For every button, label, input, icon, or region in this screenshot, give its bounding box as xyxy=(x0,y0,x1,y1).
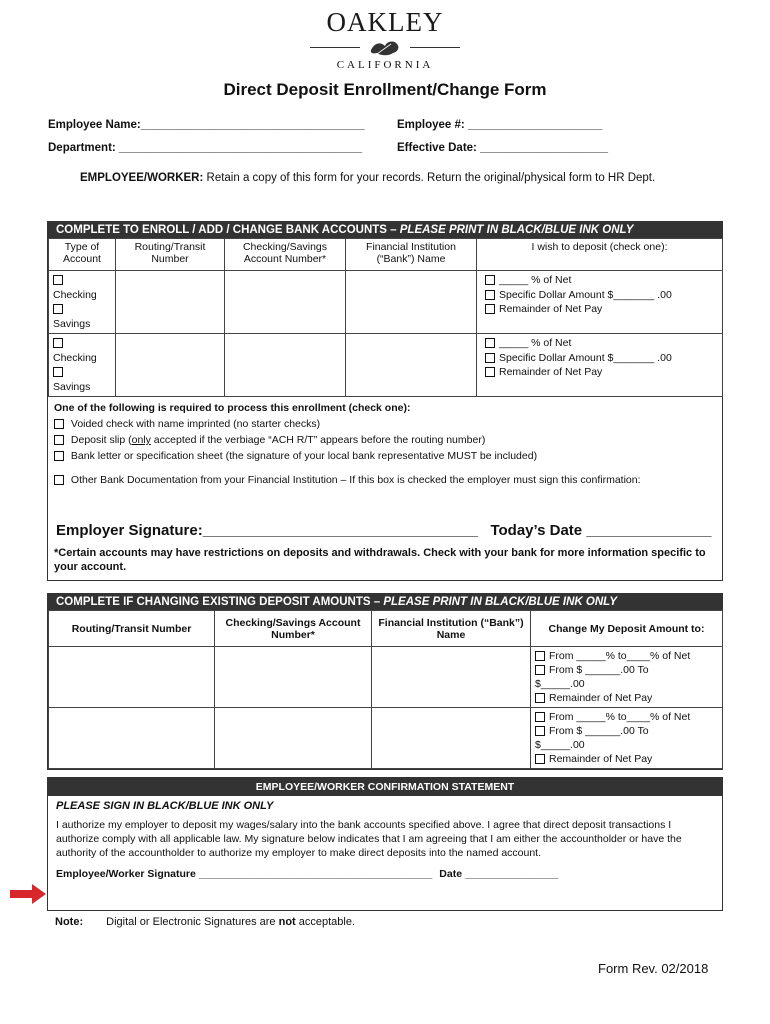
percent-change-checkbox[interactable] xyxy=(535,712,545,722)
confirmation-section xyxy=(47,777,723,911)
oak-leaf-icon xyxy=(367,38,403,58)
percent-net-checkbox[interactable] xyxy=(485,275,495,285)
bank-name-input[interactable] xyxy=(372,647,531,708)
voided-check-label: Voided check with name imprinted (no starter checks) xyxy=(70,418,321,430)
col-account-number: Checking/Savings Account Number* xyxy=(225,239,346,271)
account-number-input[interactable] xyxy=(225,271,346,334)
dollar-amount-label: Specific Dollar Amount $_______ .00 xyxy=(499,288,672,301)
deposit-slip-label-b: accepted if the verbiage “ACH R/T” appears before the routing number) xyxy=(150,434,486,446)
dollar-change-checkbox[interactable] xyxy=(535,665,545,675)
routing-number-input[interactable] xyxy=(49,647,215,708)
col-change-amount: Change My Deposit Amount to: xyxy=(531,611,723,647)
employee-signature-row xyxy=(48,862,722,886)
note-label: Note: xyxy=(55,916,84,928)
deposit-slip-checkbox[interactable] xyxy=(54,435,64,445)
change-header-text: COMPLETE IF CHANGING EXISTING DEPOSIT AMOUNTS – xyxy=(56,596,384,608)
routing-number-input[interactable] xyxy=(116,271,225,334)
col-routing-number: Routing/Transit Number xyxy=(116,239,225,271)
account-restrictions-disclaimer: *Certain accounts may have restrictions on deposits and withdrawals. Check with your bank for more information specific to your account. xyxy=(54,547,706,573)
employer-signature-row xyxy=(48,488,722,540)
change-header xyxy=(48,594,722,610)
remainder-checkbox[interactable] xyxy=(485,304,495,314)
account-number-input[interactable] xyxy=(215,708,372,769)
dollar-change-amount: $_____.00 xyxy=(535,739,585,751)
effective-date-field[interactable]: Effective Date: ____________________ xyxy=(397,142,608,154)
form-revision: Form Rev. 02/2018 xyxy=(598,961,709,976)
percent-net-label: _____ % of Net xyxy=(499,337,572,349)
col-deposit-choice: I wish to deposit (check one): xyxy=(477,239,723,271)
remainder-label: Remainder of Net Pay xyxy=(549,753,653,765)
dollar-change-label: From $ ______.00 To xyxy=(549,725,649,737)
account-number-input[interactable] xyxy=(225,334,346,397)
account-number-input[interactable] xyxy=(215,647,372,708)
checking-checkbox[interactable] xyxy=(53,275,63,285)
dollar-amount-checkbox[interactable] xyxy=(485,353,495,363)
remainder-checkbox[interactable] xyxy=(485,367,495,377)
note-row xyxy=(55,916,355,928)
dollar-change-label: From $ ______.00 To xyxy=(549,664,649,676)
col-routing-number: Routing/Transit Number xyxy=(49,611,215,647)
bank-name-input[interactable] xyxy=(372,708,531,769)
remainder-label: Remainder of Net Pay xyxy=(549,692,653,704)
intro-instructions xyxy=(80,172,655,184)
change-options-cell xyxy=(531,708,723,769)
col-bank-name: Financial Institution (“Bank”) Name xyxy=(346,239,477,271)
percent-change-checkbox[interactable] xyxy=(535,651,545,661)
note-text: Digital or Electronic Signatures are xyxy=(106,916,279,928)
routing-number-input[interactable] xyxy=(49,708,215,769)
intro-text: Retain a copy of this form for your records. Return the original/physical form to HR Dept. xyxy=(206,172,656,184)
col-type-of-account: Type of Account xyxy=(49,239,116,271)
percent-net-label: _____ % of Net xyxy=(499,274,572,286)
deposit-options-cell xyxy=(477,334,723,397)
change-options-cell xyxy=(531,647,723,708)
form-title: Direct Deposit Enrollment/Change Form xyxy=(223,80,547,99)
change-row-2 xyxy=(49,708,723,769)
col-account-number: Checking/Savings Account Number* xyxy=(215,611,372,647)
enroll-row-1 xyxy=(49,271,723,334)
deposit-slip-label-only: only xyxy=(131,434,151,446)
enroll-header xyxy=(48,222,722,238)
change-section xyxy=(47,593,723,770)
savings-checkbox[interactable] xyxy=(53,367,63,377)
remainder-label: Remainder of Net Pay xyxy=(499,303,603,315)
enroll-header-text: COMPLETE TO ENROLL / ADD / CHANGE BANK ACCOUNTS – xyxy=(56,224,400,236)
confirmation-subheader: PLEASE SIGN IN BLACK/BLUE INK ONLY xyxy=(56,800,274,812)
dollar-amount-checkbox[interactable] xyxy=(485,290,495,300)
confirmation-header: EMPLOYEE/WORKER CONFIRMATION STATEMENT xyxy=(48,778,722,796)
bank-letter-label: Bank letter or specification sheet (the signature of your local bank representative MUST be included) xyxy=(70,450,538,462)
deposit-options-cell xyxy=(477,271,723,334)
checking-label: Checking xyxy=(53,351,97,364)
account-type-cell xyxy=(49,334,116,397)
remainder-label: Remainder of Net Pay xyxy=(499,366,603,378)
voided-check-checkbox[interactable] xyxy=(54,419,64,429)
logo-name: OAKLEY xyxy=(326,7,444,37)
red-arrow-icon xyxy=(10,884,46,904)
dollar-amount-label: Specific Dollar Amount $_______ .00 xyxy=(499,351,672,364)
logo-leaf-emblem xyxy=(310,38,460,58)
oakley-logo xyxy=(0,8,770,71)
savings-checkbox[interactable] xyxy=(53,304,63,314)
required-docs xyxy=(48,397,722,488)
todays-date-field[interactable]: Today’s Date _______________ xyxy=(490,522,712,539)
percent-net-checkbox[interactable] xyxy=(485,338,495,348)
change-header-emphasis: PLEASE PRINT IN BLACK/BLUE INK ONLY xyxy=(383,596,617,608)
enroll-section xyxy=(47,221,723,581)
other-docs-checkbox[interactable] xyxy=(54,475,64,485)
employee-number-field[interactable]: Employee #: _____________________ xyxy=(397,119,603,131)
bank-name-input[interactable] xyxy=(346,271,477,334)
department-field[interactable]: Department: ______________________________________ xyxy=(48,142,362,154)
intro-label: EMPLOYEE/WORKER: xyxy=(80,172,204,184)
logo-subtitle: CALIFORNIA xyxy=(336,59,434,71)
signature-date-field[interactable]: Date ________________ xyxy=(439,868,559,880)
remainder-checkbox[interactable] xyxy=(535,693,545,703)
enroll-table xyxy=(48,238,723,397)
note-text-end: acceptable. xyxy=(295,916,356,928)
employee-signature-field[interactable]: Employee/Worker Signature ________________________________________ xyxy=(56,868,433,880)
change-row-1 xyxy=(49,647,723,708)
dollar-change-checkbox[interactable] xyxy=(535,726,545,736)
bank-name-input[interactable] xyxy=(346,334,477,397)
percent-change-label: From _____% to____% of Net xyxy=(549,650,691,662)
col-bank-name: Financial Institution (“Bank”) Name xyxy=(372,611,531,647)
bank-letter-checkbox[interactable] xyxy=(54,451,64,461)
savings-label: Savings xyxy=(53,317,91,330)
required-docs-title: One of the following is required to process this enrollment (check one): xyxy=(54,402,411,414)
checking-label: Checking xyxy=(53,288,97,301)
percent-change-label: From _____% to____% of Net xyxy=(549,711,691,723)
checking-checkbox[interactable] xyxy=(53,338,63,348)
account-type-cell xyxy=(49,271,116,334)
enroll-header-emphasis: PLEASE PRINT IN BLACK/BLUE INK ONLY xyxy=(399,224,634,236)
authorization-text: I authorize my employer to deposit my wages/salary into the bank accounts specified above. I agree that direct deposit transactions I authorize comply with all applicable law. My signature below indicates that I am agreeing that I am either the accountholder or have the authority of the accountholder to authorize my employer to make direct deposits into the named account. xyxy=(56,819,682,859)
enroll-row-2 xyxy=(49,334,723,397)
routing-number-input[interactable] xyxy=(116,334,225,397)
other-docs-label: Other Bank Documentation from your Financial Institution – If this box is checked the employer must sign this confirmation: xyxy=(70,474,641,486)
remainder-checkbox[interactable] xyxy=(535,754,545,764)
employee-name-field[interactable]: Employee Name:___________________________________ xyxy=(48,119,365,131)
deposit-slip-label-a: Deposit slip ( xyxy=(70,434,132,446)
dollar-change-amount: $_____.00 xyxy=(535,678,585,690)
change-table xyxy=(48,610,723,769)
savings-label: Savings xyxy=(53,380,91,393)
note-emphasis: not xyxy=(278,916,296,928)
employer-signature-field[interactable]: Employer Signature:_________________________________ xyxy=(56,522,478,539)
